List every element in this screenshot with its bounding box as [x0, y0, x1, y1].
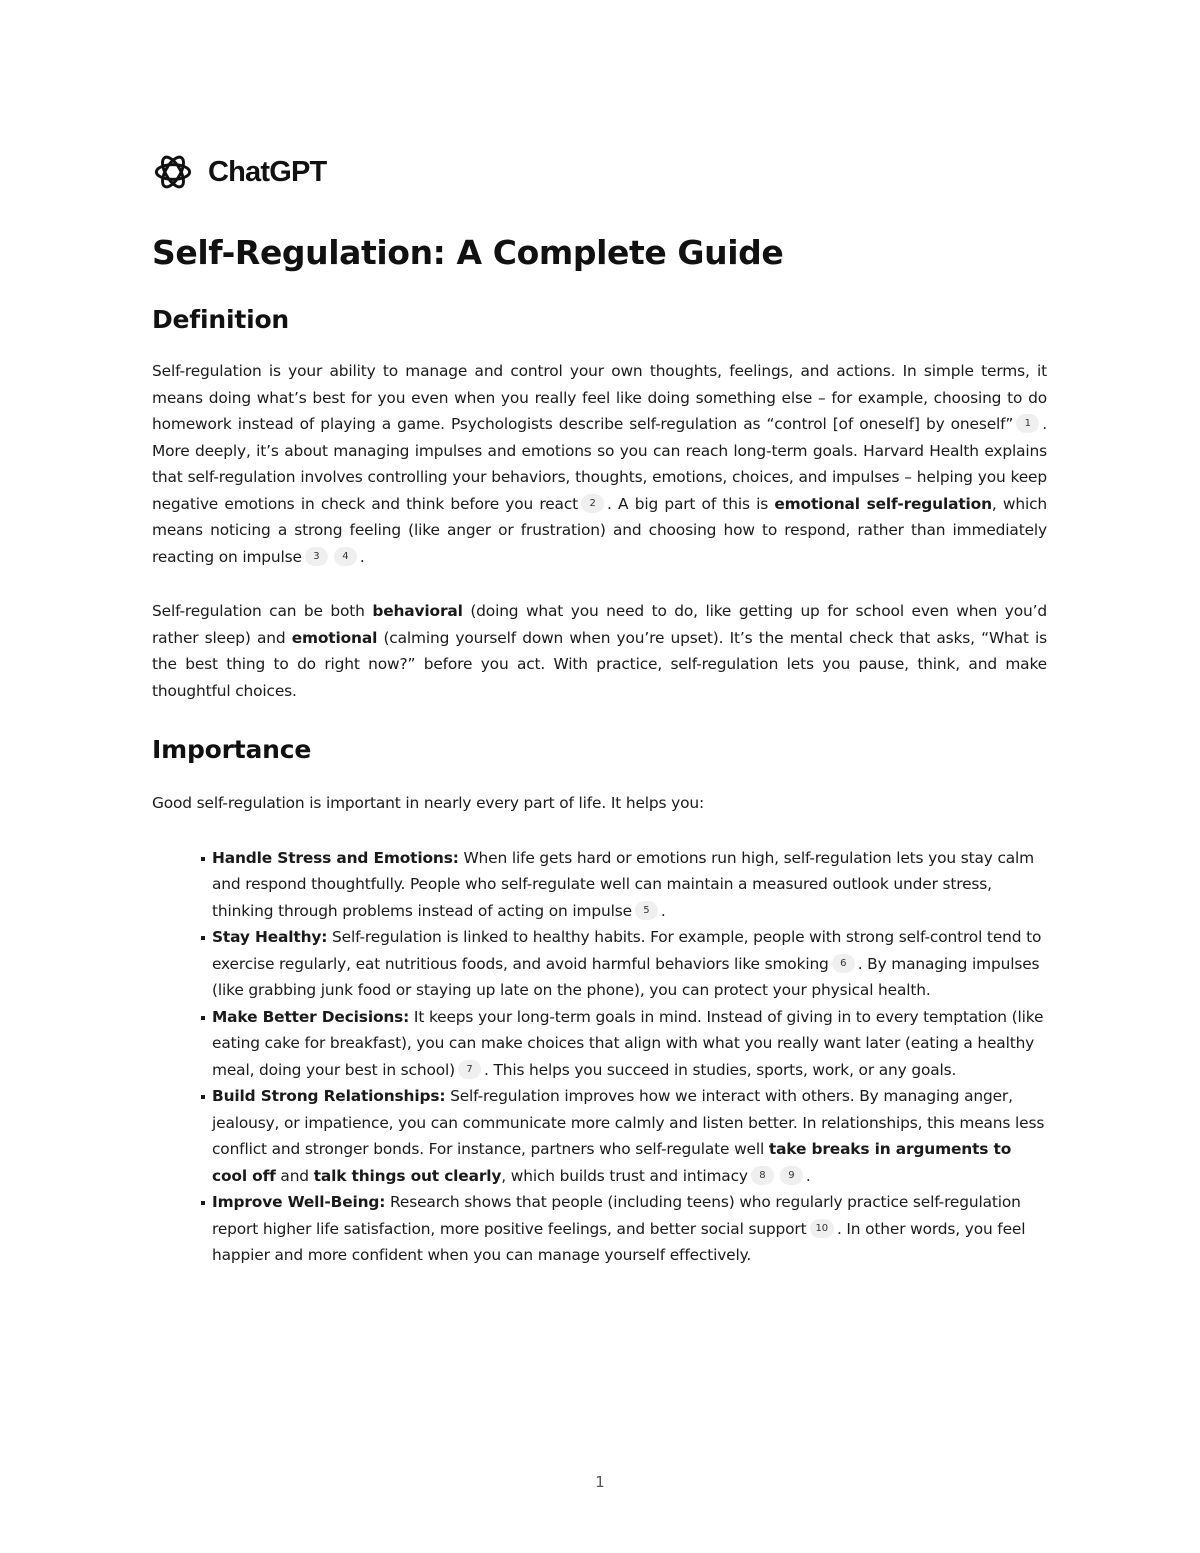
- citation-badge[interactable]: 10: [810, 1219, 834, 1238]
- list-item: [212, 1189, 1047, 1269]
- item-label: Make Better Decisions:: [212, 1007, 410, 1026]
- importance-heading: Importance: [152, 735, 312, 764]
- text: (doing what you need to do, like getting up for school even when you’d rather sleep) and: [152, 602, 1047, 647]
- text: , which means noticing a strong feeling (like anger or frustration) and choosing how to respond, rather than immediately reacting on impulse: [152, 494, 1047, 566]
- item-label: Stay Healthy:: [212, 928, 328, 946]
- brand-name: ChatGPT: [208, 155, 327, 188]
- citation-badge[interactable]: 1: [1016, 414, 1039, 433]
- text: . More deeply, it’s about managing impulses and emotions so you can reach long-term goals. Harvard Health explains that self-regulation involves controlling your behaviors, thoughts, emotions, choices, and impulses – helping you keep negative emotions in check and think before you react: [152, 415, 1047, 513]
- list-item: [212, 1004, 1047, 1084]
- citation-badge[interactable]: 3: [305, 547, 328, 566]
- text: .: [805, 1166, 811, 1185]
- brand-header: [152, 150, 1047, 194]
- bold-term: behavioral: [372, 602, 463, 620]
- item-label: Build Strong Relationships:: [212, 1087, 446, 1105]
- text: When life gets hard or emotions run high, self-regulation lets you stay calm and respond thoughtfully. People who self-regulate well can maintain a measured outlook under stress, thinking through problems instead of acting on impulse: [212, 848, 1035, 920]
- text: Self-regulation is linked to healthy habits. For example, people with strong self-control tend to exercise regularly, eat nutritious foods, and avoid harmful behaviors like smoking: [212, 928, 1042, 973]
- page-title: Self-Regulation: A Complete Guide: [152, 233, 784, 272]
- definition-paragraph-1: [152, 358, 1047, 570]
- text: .: [359, 547, 365, 566]
- text: . A big part of this is: [607, 494, 775, 513]
- text: . In other words, you feel happier and more confident when you can manage yourself effectively.: [212, 1219, 1026, 1264]
- citation-badge[interactable]: 7: [458, 1060, 481, 1079]
- item-label: Handle Stress and Emotions:: [212, 848, 459, 867]
- definition-paragraph-2: [152, 598, 1047, 704]
- list-item: [212, 845, 1047, 925]
- text: Self-regulation improves how we interact with others. By managing anger, jealousy, or impatience, you can communicate more calmly and listen better. In relationships, this means less conflict and stronger bonds. For instance, partners who self-regulate well: [212, 1087, 1045, 1158]
- item-label: Improve Well-Being:: [212, 1193, 386, 1211]
- text: . This helps you succeed in studies, sports, work, or any goals.: [483, 1060, 957, 1079]
- text: and: [275, 1166, 314, 1185]
- bold-term: emotional self-regulation: [774, 494, 992, 513]
- text: Self-regulation is your ability to manage and control your own thoughts, feelings, and actions. In simple terms, it means doing what’s best for you even when you really feel like doing something else – for example, choosing to do homework instead of playing a game. Psychologists describe self-regulation as “control [of oneself] by oneself”: [152, 362, 1047, 433]
- citation-badge[interactable]: 5: [635, 901, 658, 920]
- text: . By managing impulses (like grabbing junk food or staying up late on the phone), you can protect your physical health.: [212, 954, 1040, 999]
- text: It keeps your long-term goals in mind. Instead of giving in to every temptation (like eating cake for breakfast), you can make choices that align with what you really want later (eating a healthy meal, doing your best in school): [212, 1007, 1044, 1079]
- citation-badge[interactable]: 2: [581, 494, 604, 513]
- page-number: 1: [595, 1473, 605, 1491]
- text: Self-regulation can be both: [152, 602, 373, 620]
- bold-term: talk things out clearly: [313, 1166, 502, 1185]
- citation-badge[interactable]: 4: [334, 547, 357, 566]
- bold-term: emotional: [291, 628, 378, 647]
- text: , which builds trust and intimacy: [501, 1166, 748, 1185]
- list-item: [212, 924, 1047, 1004]
- citation-badge[interactable]: 6: [832, 954, 855, 973]
- text: (calming yourself down when you’re upset). It’s the mental check that asks, “What is the best thing to do right now?” before you act. With practice, self-regulation lets you pause, think, and make thoughtful choices.: [152, 628, 1047, 700]
- text: Research shows that people (including teens) who regularly practice self-regulation report higher life satisfaction, more positive feelings, and better social support: [212, 1193, 1021, 1238]
- list-item: [212, 1083, 1047, 1189]
- citation-badge[interactable]: 9: [780, 1166, 803, 1185]
- document-page: [152, 150, 1047, 1269]
- importance-intro: Good self-regulation is important in nearly every part of life. It helps you:: [152, 794, 705, 812]
- importance-list: [152, 845, 1047, 1269]
- text: .: [660, 901, 666, 920]
- definition-heading: Definition: [152, 305, 290, 334]
- openai-logo-icon: [152, 151, 194, 193]
- citation-badge[interactable]: 8: [751, 1166, 774, 1185]
- bold-term: take breaks in arguments to cool off: [212, 1140, 1012, 1185]
